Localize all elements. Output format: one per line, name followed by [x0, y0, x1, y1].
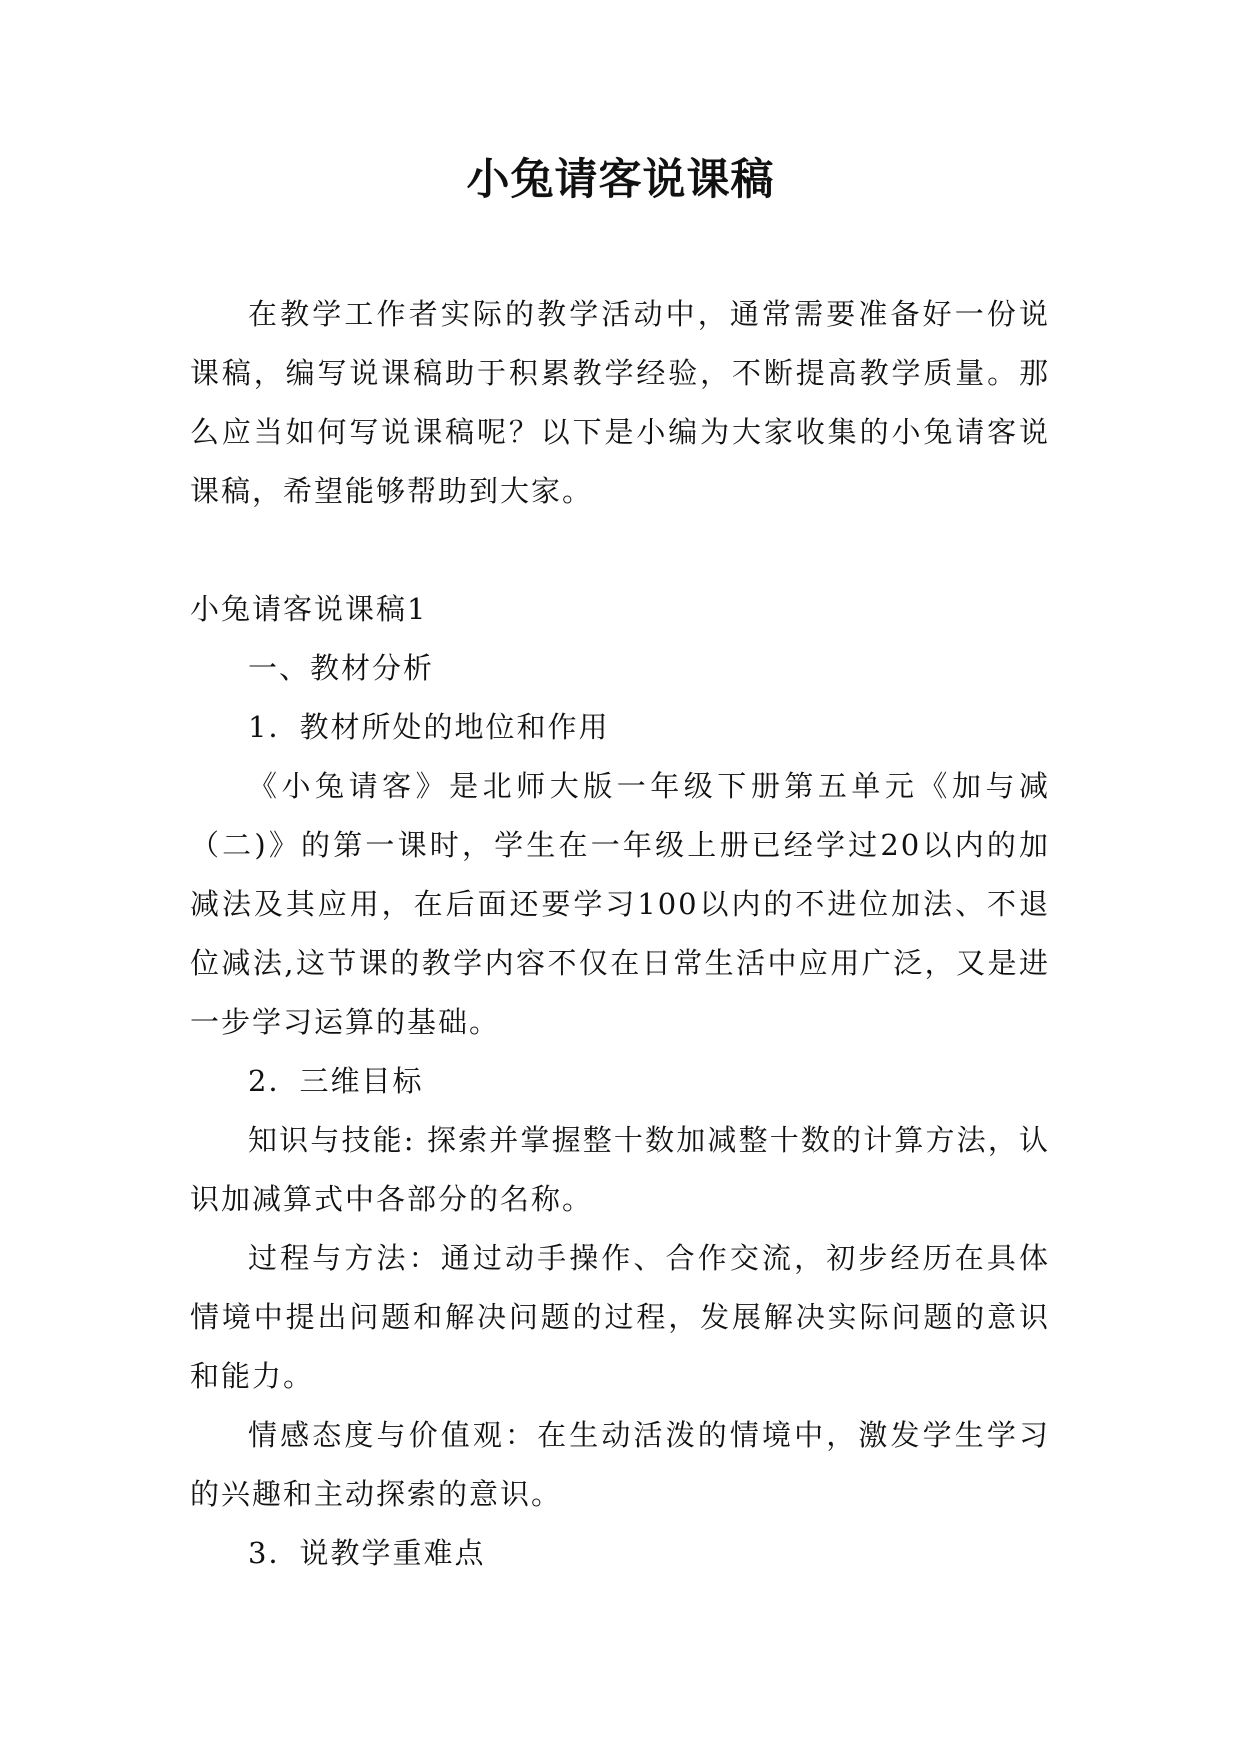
numbered-heading: 3．说教学重难点: [248, 1536, 486, 1570]
numbered-heading: 1．教材所处的地位和作用: [248, 710, 610, 744]
subsection-heading: 一、教材分析: [248, 651, 435, 685]
intro-paragraph: 在教学工作者实际的教学活动中，通常需要准备好一份说课稿，编写说课稿助于积累教学经验，不断提高教学质量。那么应当如何写说课稿呢？以下是小编为大家收集的小兔请客说课稿，希望能够帮助到大家。: [190, 297, 1050, 508]
body-paragraph: 《小兔请客》是北师大版一年级下册第五单元《加与减（二)》的第一课时，学生在一年级上册已经学过20以内的加减法及其应用，在后面还要学习100以内的不进位加法、不退位减法,这节课的教学内容不仅在日常生活中应用广泛，又是进一步学习运算的基础。: [190, 769, 1050, 1039]
body-paragraph: 情感态度与价值观：在生动活泼的情境中，激发学生学习的兴趣和主动探索的意识。: [190, 1418, 1050, 1511]
document-body: [190, 285, 1050, 1583]
numbered-heading: 2．三维目标: [248, 1064, 424, 1098]
paragraph-spacer: [190, 521, 1050, 580]
section-heading: 小兔请客说课稿1: [190, 592, 428, 626]
body-paragraph: 知识与技能: 探索并掌握整十数加减整十数的计算方法，认识加减算式中各部分的名称。: [190, 1123, 1050, 1216]
body-paragraph: 过程与方法：通过动手操作、合作交流，初步经历在具体情境中提出问题和解决问题的过程，发展解决实际问题的意识和能力。: [190, 1241, 1050, 1393]
page-title: 小兔请客说课稿: [466, 155, 775, 205]
